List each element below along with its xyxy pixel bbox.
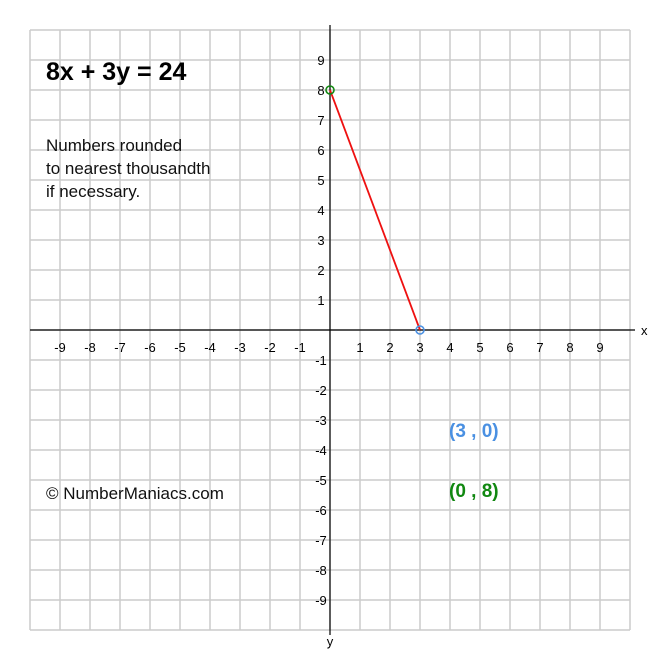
equation-title: 8x + 3y = 24 [46, 58, 187, 86]
y-tick-label: -7 [315, 533, 327, 548]
note-line: to nearest thousandth [46, 159, 211, 178]
y-tick-label: -9 [315, 593, 327, 608]
rounding-note [46, 134, 210, 203]
x-tick-label: 5 [476, 340, 484, 355]
x-tick-label: -2 [264, 340, 276, 355]
y-tick-label: -1 [315, 353, 327, 368]
y-tick-label: 7 [317, 113, 325, 128]
x-tick-label: -6 [144, 340, 156, 355]
x-tick-label: 9 [596, 340, 604, 355]
x-tick-label: 6 [506, 340, 514, 355]
y-tick-label: -2 [315, 383, 327, 398]
x-axis-label: x [641, 323, 648, 338]
y-tick-label: 6 [317, 143, 325, 158]
note-line: if necessary. [46, 182, 141, 201]
x-tick-label: 8 [566, 340, 574, 355]
y-tick-label: -3 [315, 413, 327, 428]
point-label-3-0: (3 , 0) [449, 421, 499, 442]
x-tick-label: 7 [536, 340, 544, 355]
point-label-0-8: (0 , 8) [449, 481, 499, 502]
y-tick-label: -8 [315, 563, 327, 578]
y-tick-label: 3 [317, 233, 325, 248]
x-tick-label: 1 [356, 340, 364, 355]
note-line: Numbers rounded [46, 136, 183, 155]
x-tick-label: 3 [416, 340, 424, 355]
y-tick-label: 8 [317, 83, 325, 98]
x-tick-label: -8 [84, 340, 96, 355]
x-tick-label: 4 [446, 340, 454, 355]
y-tick-label: 1 [317, 293, 325, 308]
y-tick-label: -4 [315, 443, 327, 458]
x-tick-label: -1 [294, 340, 306, 355]
x-tick-label: -5 [174, 340, 186, 355]
y-tick-label: -5 [315, 473, 327, 488]
x-tick-label: -9 [54, 340, 66, 355]
y-tick-label: 9 [317, 53, 325, 68]
copyright-text: © NumberManiacs.com [46, 484, 224, 503]
y-tick-label: -6 [315, 503, 327, 518]
x-tick-label: 2 [386, 340, 394, 355]
y-tick-label: 5 [317, 173, 325, 188]
x-tick-label: -7 [114, 340, 126, 355]
axes [30, 25, 648, 649]
y-axis-label: y [326, 634, 334, 649]
x-tick-label: -4 [204, 340, 216, 355]
y-tick-label: 2 [317, 263, 325, 278]
y-tick-label: 4 [317, 203, 325, 218]
x-tick-label: -3 [234, 340, 246, 355]
